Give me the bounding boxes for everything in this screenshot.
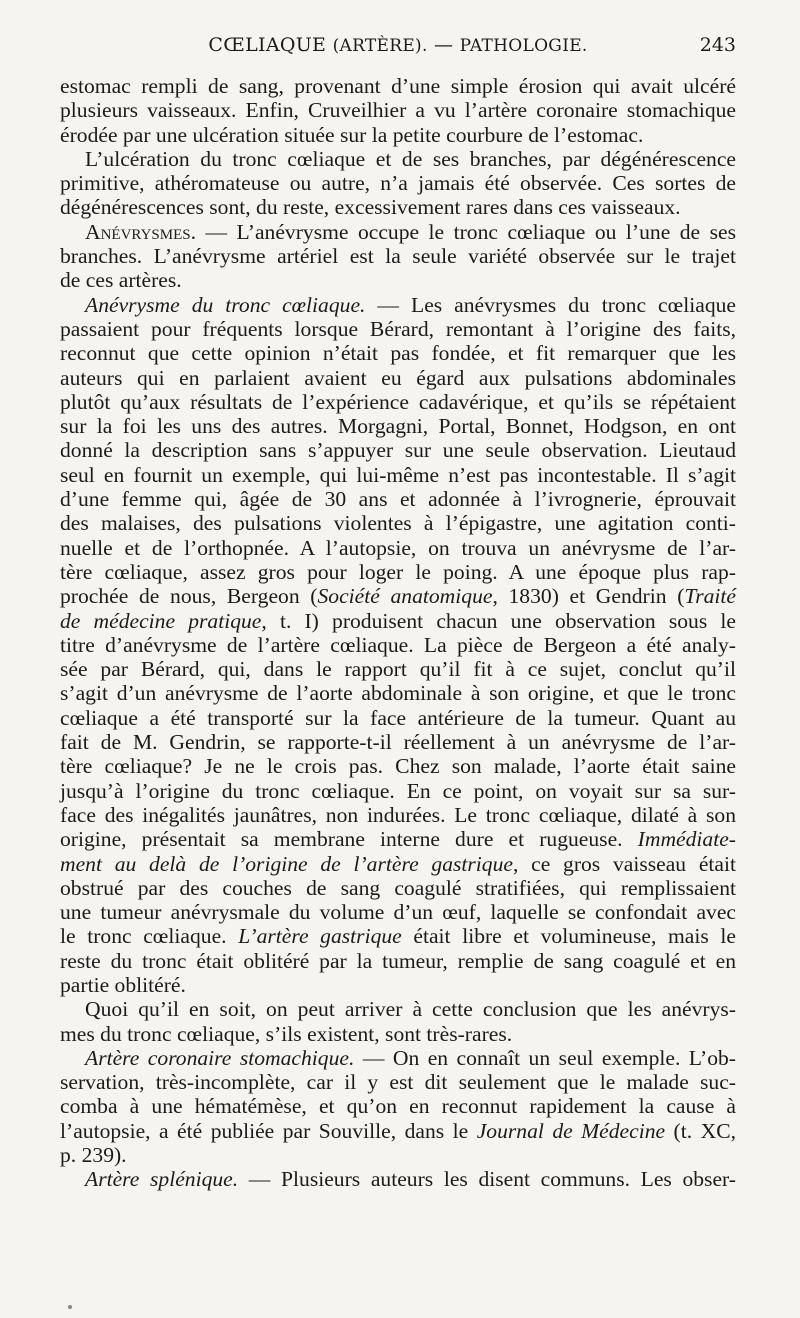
text-line: s’agit d’un anévrysme de l’aorte abdominale à son origine, et que le tronc [60, 681, 736, 706]
text-line: titre d’anévrysme de l’artère cœliaque. La pièce de Bergeon a été analy- [60, 632, 736, 657]
text-line [60, 852, 736, 876]
text-line: érodée par une ulcération située sur la petite courbure de l’estomac. [60, 122, 644, 147]
text-line: une tumeur anévrysmale du volume d’un œuf, laquelle se confondait avec [60, 900, 736, 925]
text-span: — Les anévrysmes du tronc cœliaque [365, 292, 736, 317]
citation-traite: Traité [684, 584, 736, 609]
text-line: partie oblitéré. [60, 972, 186, 997]
text-line: sur la foi les uns des autres. Morgagni, Portal, Bonnet, Hodgson, en ont [60, 414, 736, 439]
text-line: L’ulcération du tronc cœliaque et de ses branches, par dégénérescence [85, 146, 736, 171]
header-section: PATHOLOGIE. [459, 36, 588, 56]
text-span-italic: L’artère gastrique [238, 924, 402, 949]
text-line: reste du tronc était oblitéré par la tumeur, remplie de sang coagulé et en [60, 948, 736, 973]
header-title-paren: (ARTÈRE). [332, 36, 428, 56]
text-line: primitive, athéromateuse ou autre, n’a jamais été observée. Ces sortes de [60, 171, 736, 196]
text-line: plutôt qu’aux résultats de l’expérience cadavérique, et qu’ils se répétaient [60, 389, 736, 414]
text-line: seul en fournit un exemple, qui lui-même n’est pas incontestable. Il s’agit [60, 462, 736, 487]
paper-speck [68, 1305, 72, 1309]
text-span: — L’anévrysme occupe le tronc cœliaque ou l’une de ses [196, 219, 736, 244]
subheading-coronaire-stomachique: Artère coronaire stomachique. [85, 1045, 355, 1070]
text-line [60, 293, 736, 317]
text-line [60, 924, 736, 948]
text-line: face des inégalités jaunâtres, non indurées. Le tronc cœliaque, dilaté à son [60, 802, 736, 827]
header-title-main: CŒLIAQUE [208, 34, 327, 56]
text-span-italic: ment au delà de l’origine de l’artère gastrique [60, 851, 513, 876]
text-line: nuelle et de l’orthopnée. A l’autopsie, on trouva un anévrysme de l’ar- [60, 535, 736, 560]
text-line: d’une femme qui, âgée de 30 ans et adonnée à l’ivrognerie, éprouvait [60, 487, 736, 512]
page-number: 243 [699, 34, 736, 56]
text-line: comba à une hématémèse, et qu’on en reconnut rapidement la cause à [60, 1094, 736, 1119]
text-span: prochée de nous, Bergeon ( [60, 584, 318, 609]
text-span: — Plusieurs auteurs les disent communs. Les obser- [238, 1167, 736, 1192]
text-line: fait de M. Gendrin, se rapporte-t-il réellement à un anévrysme de l’ar- [60, 730, 736, 755]
text-line: sée par Bérard, qui, dans le rapport qu’il fit à ce sujet, conclut qu’il [60, 657, 736, 682]
text-span: le tronc cœliaque. [60, 924, 239, 949]
text-line: passaient pour fréquents lorsque Bérard, remontant à l’origine des faits, [60, 316, 736, 341]
text-line: Quoi qu’il en soit, on peut arriver à cette conclusion que les anévrys- [85, 997, 736, 1022]
text-line [60, 1167, 736, 1191]
text-span: , ce gros vaisseau était [512, 851, 737, 876]
text-span-italic: Immédiate- [637, 827, 736, 852]
text-line: branches. L’anévrysme artériel est la seule variété observée sur le trajet [60, 244, 736, 269]
text-line: reconnut que cette opinion n’était pas fondée, et fit remarquer que les [60, 341, 736, 366]
text-span: origine, présentait sa membrane interne dure et rugueuse. [60, 827, 638, 852]
text-line [60, 220, 736, 244]
text-span: (t. XC, [665, 1118, 737, 1143]
text-line: cœliaque a été transporté sur la face antérieure de la tumeur. Quant au [60, 705, 736, 730]
text-line: p. 239). [60, 1143, 127, 1168]
text-line: dégénérescences sont, du reste, excessivement rares dans ces vaisseaux. [60, 195, 681, 220]
text-line [60, 827, 736, 851]
text-line: tère cœliaque? Je ne le crois pas. Chez son malade, l’aorte était saine [60, 754, 736, 779]
text-line: mes du tronc cœliaque, s’ils existent, sont très-rares. [60, 1021, 513, 1046]
text-line: jusqu’à l’origine du tronc cœliaque. En ce point, on voyait sur sa sur- [60, 778, 736, 803]
text-line: des malaises, des pulsations violentes à l’épigastre, une agitation conti- [60, 511, 736, 536]
text-span: — On en connaît un seul exemple. L’ob- [354, 1045, 736, 1070]
text-line: donné la description sans s’appuyer sur une seule observation. Lieutaud [60, 438, 736, 463]
text-span: était libre et volumineuse, mais le [401, 924, 736, 949]
citation-medecine-pratique: de médecine pratique [60, 608, 262, 633]
subheading-tronc-coeliaque: Anévrysme du tronc cœliaque. [85, 292, 366, 317]
text-line: de ces artères. [60, 268, 182, 293]
text-span: , t. I) produisent chacun une observation sous le [261, 608, 736, 633]
text-line: servation, très-incomplète, car il y est dit seulement que le malade suc- [60, 1070, 736, 1095]
running-header [60, 34, 736, 62]
text-line [60, 609, 736, 633]
text-line [60, 1046, 736, 1070]
text-line: plusieurs vaisseaux. Enfin, Cruveilhier a vu l’artère coronaire stomachique [60, 98, 736, 123]
subheading-splenique: Artère splénique. [85, 1167, 239, 1192]
citation-societe-anatomique: Société anatomique [317, 584, 493, 609]
text-line [60, 584, 736, 608]
text-line: auteurs qui en parlaient avaient eu égard aux pulsations abdominales [60, 365, 736, 390]
header-title [60, 34, 736, 56]
text-span: , 1830) et Gendrin ( [492, 584, 685, 609]
header-separator: — [427, 34, 460, 56]
text-span: l’autopsie, a été publiée par Souville, dans le [60, 1118, 477, 1143]
body-text [60, 74, 736, 1192]
text-line: obstrué par des couches de sang coagulé stratifiées, qui remplissaient [60, 875, 736, 900]
text-line: estomac rempli de sang, provenant d’une simple érosion qui avait ulcéré [60, 74, 736, 98]
text-line: tère cœliaque, assez gros pour loger le poing. A une époque plus rap- [60, 559, 736, 584]
section-heading-aneurysms: Anévrysmes. [85, 219, 197, 244]
text-line [60, 1119, 736, 1143]
citation-journal-medecine: Journal de Médecine [476, 1118, 666, 1143]
